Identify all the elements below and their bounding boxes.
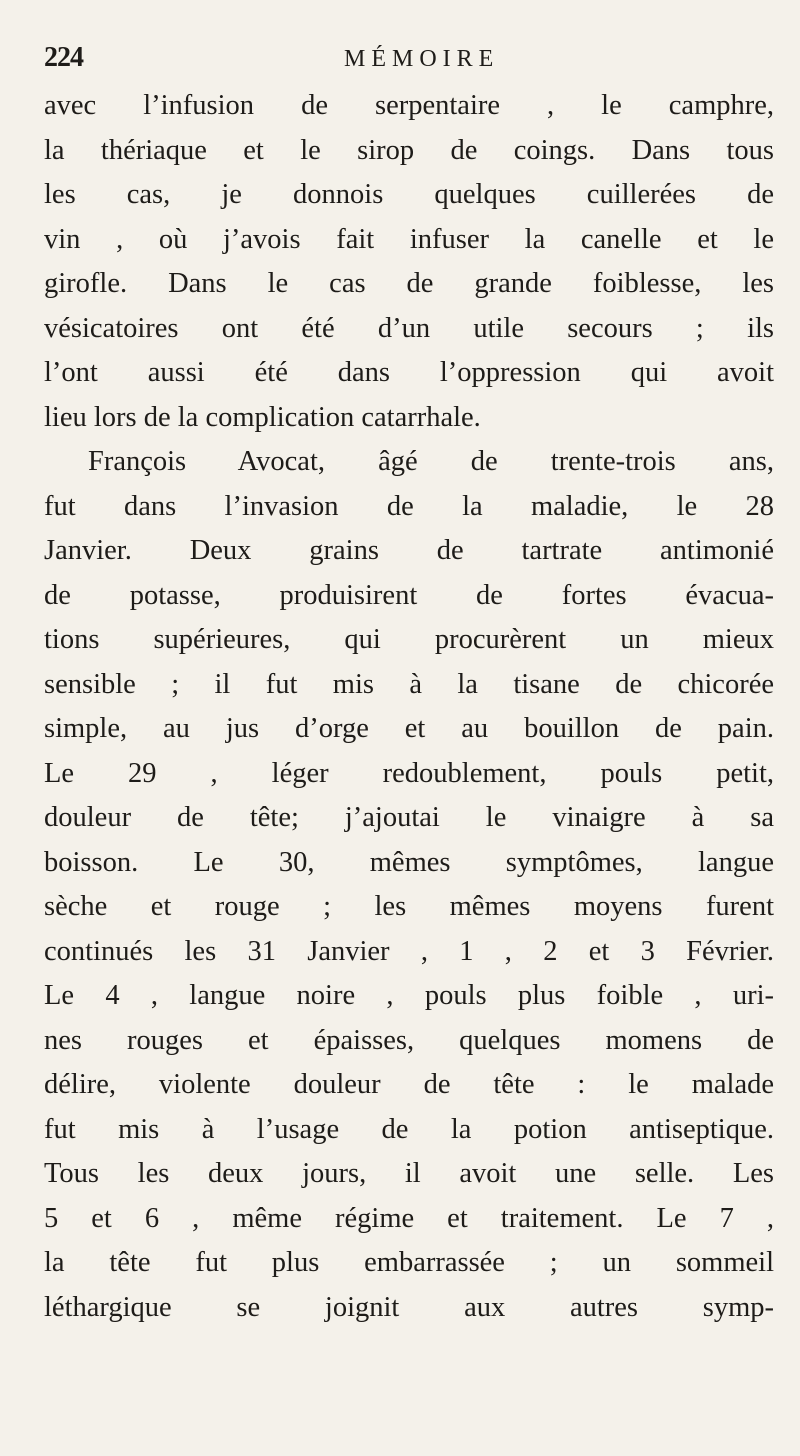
text-line: de potasse, produisirent de fortes évacua- bbox=[44, 579, 774, 611]
text-line: les cas, je donnois quelques cuillerées de bbox=[44, 179, 774, 210]
text-line: vésicatoires ont été d’un utile secours ; ils bbox=[44, 312, 774, 344]
text-line: douleur de tête; j’ajoutai le vinaigre à sa bbox=[44, 802, 774, 833]
text-line: fut mis à l’usage de la potion antiseptique. bbox=[44, 1113, 774, 1145]
text-line: boisson. Le 30, mêmes symptômes, langue bbox=[44, 846, 774, 878]
running-head: MÉMOIRE bbox=[344, 46, 500, 72]
body-text bbox=[44, 84, 774, 1330]
text-line: Tous les deux jours, il avoit une selle. Les bbox=[44, 1158, 774, 1189]
text-line: la tête fut plus embarrassée ; un sommeil bbox=[44, 1247, 774, 1278]
text-line: délire, violente douleur de tête : le malade bbox=[44, 1069, 774, 1100]
page-number: 224 bbox=[44, 42, 83, 73]
text-line: sensible ; il fut mis à la tisane de chicorée bbox=[44, 668, 774, 700]
text-line: la thériaque et le sirop de coings. Dans tous bbox=[44, 134, 774, 166]
text-line: Le 29 , léger redoublement, pouls petit, bbox=[44, 757, 774, 789]
text-line: fut dans l’invasion de la maladie, le 28 bbox=[44, 490, 774, 522]
text-line: vin , où j’avois fait infuser la canelle et le bbox=[44, 223, 774, 255]
text-line: sèche et rouge ; les mêmes moyens furent bbox=[44, 891, 774, 922]
text-line: nes rouges et épaisses, quelques momens de bbox=[44, 1024, 774, 1056]
text-line: avec l’infusion de serpentaire , le camphre, bbox=[44, 90, 774, 121]
text-line: léthargique se joignit aux autres symp- bbox=[44, 1291, 774, 1323]
paragraph-start-line: François Avocat, âgé de trente-trois ans, bbox=[88, 446, 774, 477]
text-line: tions supérieures, qui procurèrent un mieux bbox=[44, 624, 774, 655]
text-line: girofle. Dans le cas de grande foiblesse, les bbox=[44, 268, 774, 299]
text-line: l’ont aussi été dans l’oppression qui avoit bbox=[44, 357, 774, 388]
text-line: simple, au jus d’orge et au bouillon de pain. bbox=[44, 713, 774, 744]
text-line: Janvier. Deux grains de tartrate antimonié bbox=[44, 535, 774, 566]
text-line: 5 et 6 , même régime et traitement. Le 7 , bbox=[44, 1202, 774, 1234]
text-line: Le 4 , langue noire , pouls plus foible , uri- bbox=[44, 980, 774, 1011]
text-line: continués les 31 Janvier , 1 , 2 et 3 Février. bbox=[44, 935, 774, 967]
text-line: lieu lors de la complication catarrhale. bbox=[44, 401, 481, 433]
page-header bbox=[44, 42, 764, 82]
